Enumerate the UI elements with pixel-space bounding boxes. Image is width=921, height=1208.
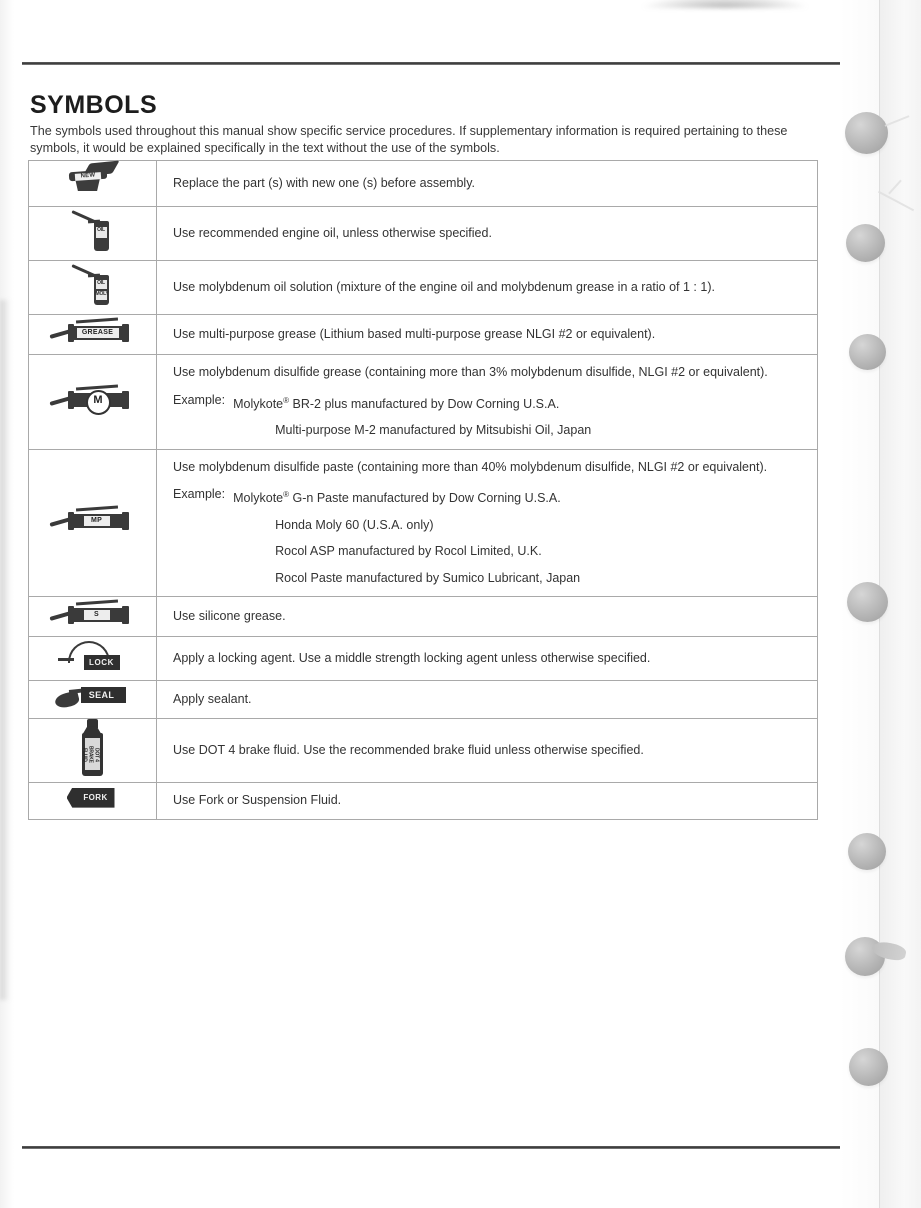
scan-artifact-blob (849, 1048, 888, 1086)
example-text: Molykote® BR-2 plus manufactured by Dow Corning U.S.A. (233, 395, 560, 411)
header-rule (22, 62, 840, 65)
symbol-description-cell (157, 315, 818, 355)
table-row (29, 719, 818, 783)
new-part-box-icon-label: NEW (74, 172, 100, 181)
symbol-description: Replace the part (s) with new one (s) before assembly. (173, 175, 475, 190)
symbol-cell-locking-agent (29, 637, 157, 681)
example-item (233, 486, 803, 508)
locking-agent-icon-label: LOCK (84, 655, 120, 670)
symbol-description-cell (157, 449, 818, 597)
table-row (29, 315, 818, 355)
symbol-description-cell (157, 783, 818, 820)
symbol-description: Use Fork or Suspension Fluid. (173, 793, 342, 808)
engine-oil-can-icon (70, 207, 116, 255)
grease-gun-icon (50, 315, 136, 349)
sealant-icon-label: SEAL (81, 687, 123, 703)
scan-artifact-blob (847, 582, 888, 622)
symbol-description-cell (157, 681, 818, 719)
brake-fluid-bottle-icon-label: DOT 4 BRAKE FLUID (85, 738, 100, 770)
symbol-description-cell (157, 597, 818, 637)
symbol-cell-moly-oil (29, 261, 157, 315)
symbol-cell-brake-fluid (29, 719, 157, 783)
scan-artifact-blob (846, 224, 885, 262)
example-item (233, 543, 803, 561)
example-item (233, 422, 803, 440)
table-row (29, 681, 818, 719)
table-row (29, 637, 818, 681)
molybdenum-oil-can-icon-label-bottom: MOLY (96, 291, 107, 300)
symbol-examples (173, 392, 803, 440)
footer-rule (22, 1146, 840, 1149)
engine-oil-can-icon-label: OIL (96, 227, 107, 238)
new-part-box-icon (67, 161, 119, 201)
scan-artifact-blob (845, 112, 888, 154)
moly-paste-gun-icon (50, 503, 136, 537)
example-text: Rocol ASP manufactured by Rocol Limited, U.K. (275, 544, 542, 559)
symbols-table (28, 160, 818, 820)
table-row (29, 355, 818, 450)
symbol-description: Use molybdenum oil solution (mixture of the engine oil and molybdenum grease in a ratio of 1 : 1). (173, 279, 715, 294)
symbol-description: Use molybdenum disulfide paste (containing more than 40% molybdenum disulfide, NLGI #2 or equivalent). (173, 459, 768, 474)
symbol-description: Use DOT 4 brake fluid. Use the recommended brake fluid unless otherwise specified. (173, 743, 644, 758)
table-row (29, 783, 818, 820)
example-text: Honda Moly 60 (U.S.A. only) (275, 517, 434, 532)
scan-artifact-blob (848, 833, 886, 870)
example-text: Multi-purpose M-2 manufactured by Mitsubishi Oil, Japan (275, 423, 592, 438)
silicone-grease-gun-icon-label: S (84, 610, 110, 620)
symbol-cell-new-part (29, 161, 157, 207)
molybdenum-oil-can-icon-label-top: OIL (96, 280, 107, 289)
scan-smudge-left (0, 300, 10, 1000)
page-title: SYMBOLS (30, 90, 158, 119)
moly-grease-gun-icon (50, 382, 136, 416)
intro-paragraph: The symbols used throughout this manual show specific service procedures. If supplementary information is required pertaining to these symbols, it would be explained specifically in the text without the use of the symbols. (30, 123, 788, 155)
silicone-grease-gun-icon (50, 597, 136, 631)
symbol-cell-fork-fluid (29, 783, 157, 820)
symbol-description-cell (157, 161, 818, 207)
table-row (29, 161, 818, 207)
scan-artifact-blob (849, 334, 886, 370)
grease-gun-icon-label: GREASE (77, 328, 119, 338)
symbol-description-cell (157, 261, 818, 315)
table-row (29, 261, 818, 315)
table-row (29, 207, 818, 261)
brake-fluid-bottle-icon (80, 719, 106, 777)
symbol-cell-moly-paste (29, 449, 157, 597)
table-row (29, 597, 818, 637)
sealant-icon (55, 681, 131, 713)
symbol-description-cell (157, 719, 818, 783)
symbol-cell-silicone-grease (29, 597, 157, 637)
symbol-description-cell (157, 207, 818, 261)
example-text: Molykote® G-n Paste manufactured by Dow Corning U.S.A. (233, 490, 561, 506)
symbol-cell-sealant (29, 681, 157, 719)
symbol-description: Use multi-purpose grease (Lithium based multi-purpose grease NLGI #2 or equivalent). (173, 326, 656, 341)
example-text: Rocol Paste manufactured by Sumico Lubricant, Japan (275, 570, 581, 585)
symbol-examples (173, 486, 803, 587)
symbol-description-cell (157, 637, 818, 681)
moly-paste-gun-icon-label: MP (84, 516, 110, 526)
example-item (233, 517, 803, 535)
example-label: Example: (173, 487, 226, 502)
symbol-cell-engine-oil (29, 207, 157, 261)
fork-fluid-icon (63, 786, 123, 812)
symbol-description-cell (157, 355, 818, 450)
symbol-description: Apply sealant. (173, 692, 252, 707)
fork-fluid-icon-label: FORK (83, 792, 108, 802)
moly-grease-gun-icon-label: M (86, 390, 111, 415)
symbol-description: Use recommended engine oil, unless otherwise specified. (173, 225, 492, 240)
example-item (233, 392, 803, 414)
symbol-description: Use silicone grease. (173, 609, 286, 624)
symbol-cell-moly-grease (29, 355, 157, 450)
example-item (233, 570, 803, 588)
locking-agent-icon (58, 637, 128, 675)
table-row (29, 449, 818, 597)
symbol-description: Use molybdenum disulfide grease (containing more than 3% molybdenum disulfide, NLGI #2 or equivalent). (173, 365, 768, 379)
symbol-cell-multi-purpose-grease (29, 315, 157, 355)
symbol-description: Apply a locking agent. Use a middle strength locking agent unless otherwise specified. (173, 651, 651, 666)
scan-smudge-top (640, 0, 810, 8)
molybdenum-oil-can-icon (70, 261, 116, 309)
example-label: Example: (173, 392, 226, 407)
